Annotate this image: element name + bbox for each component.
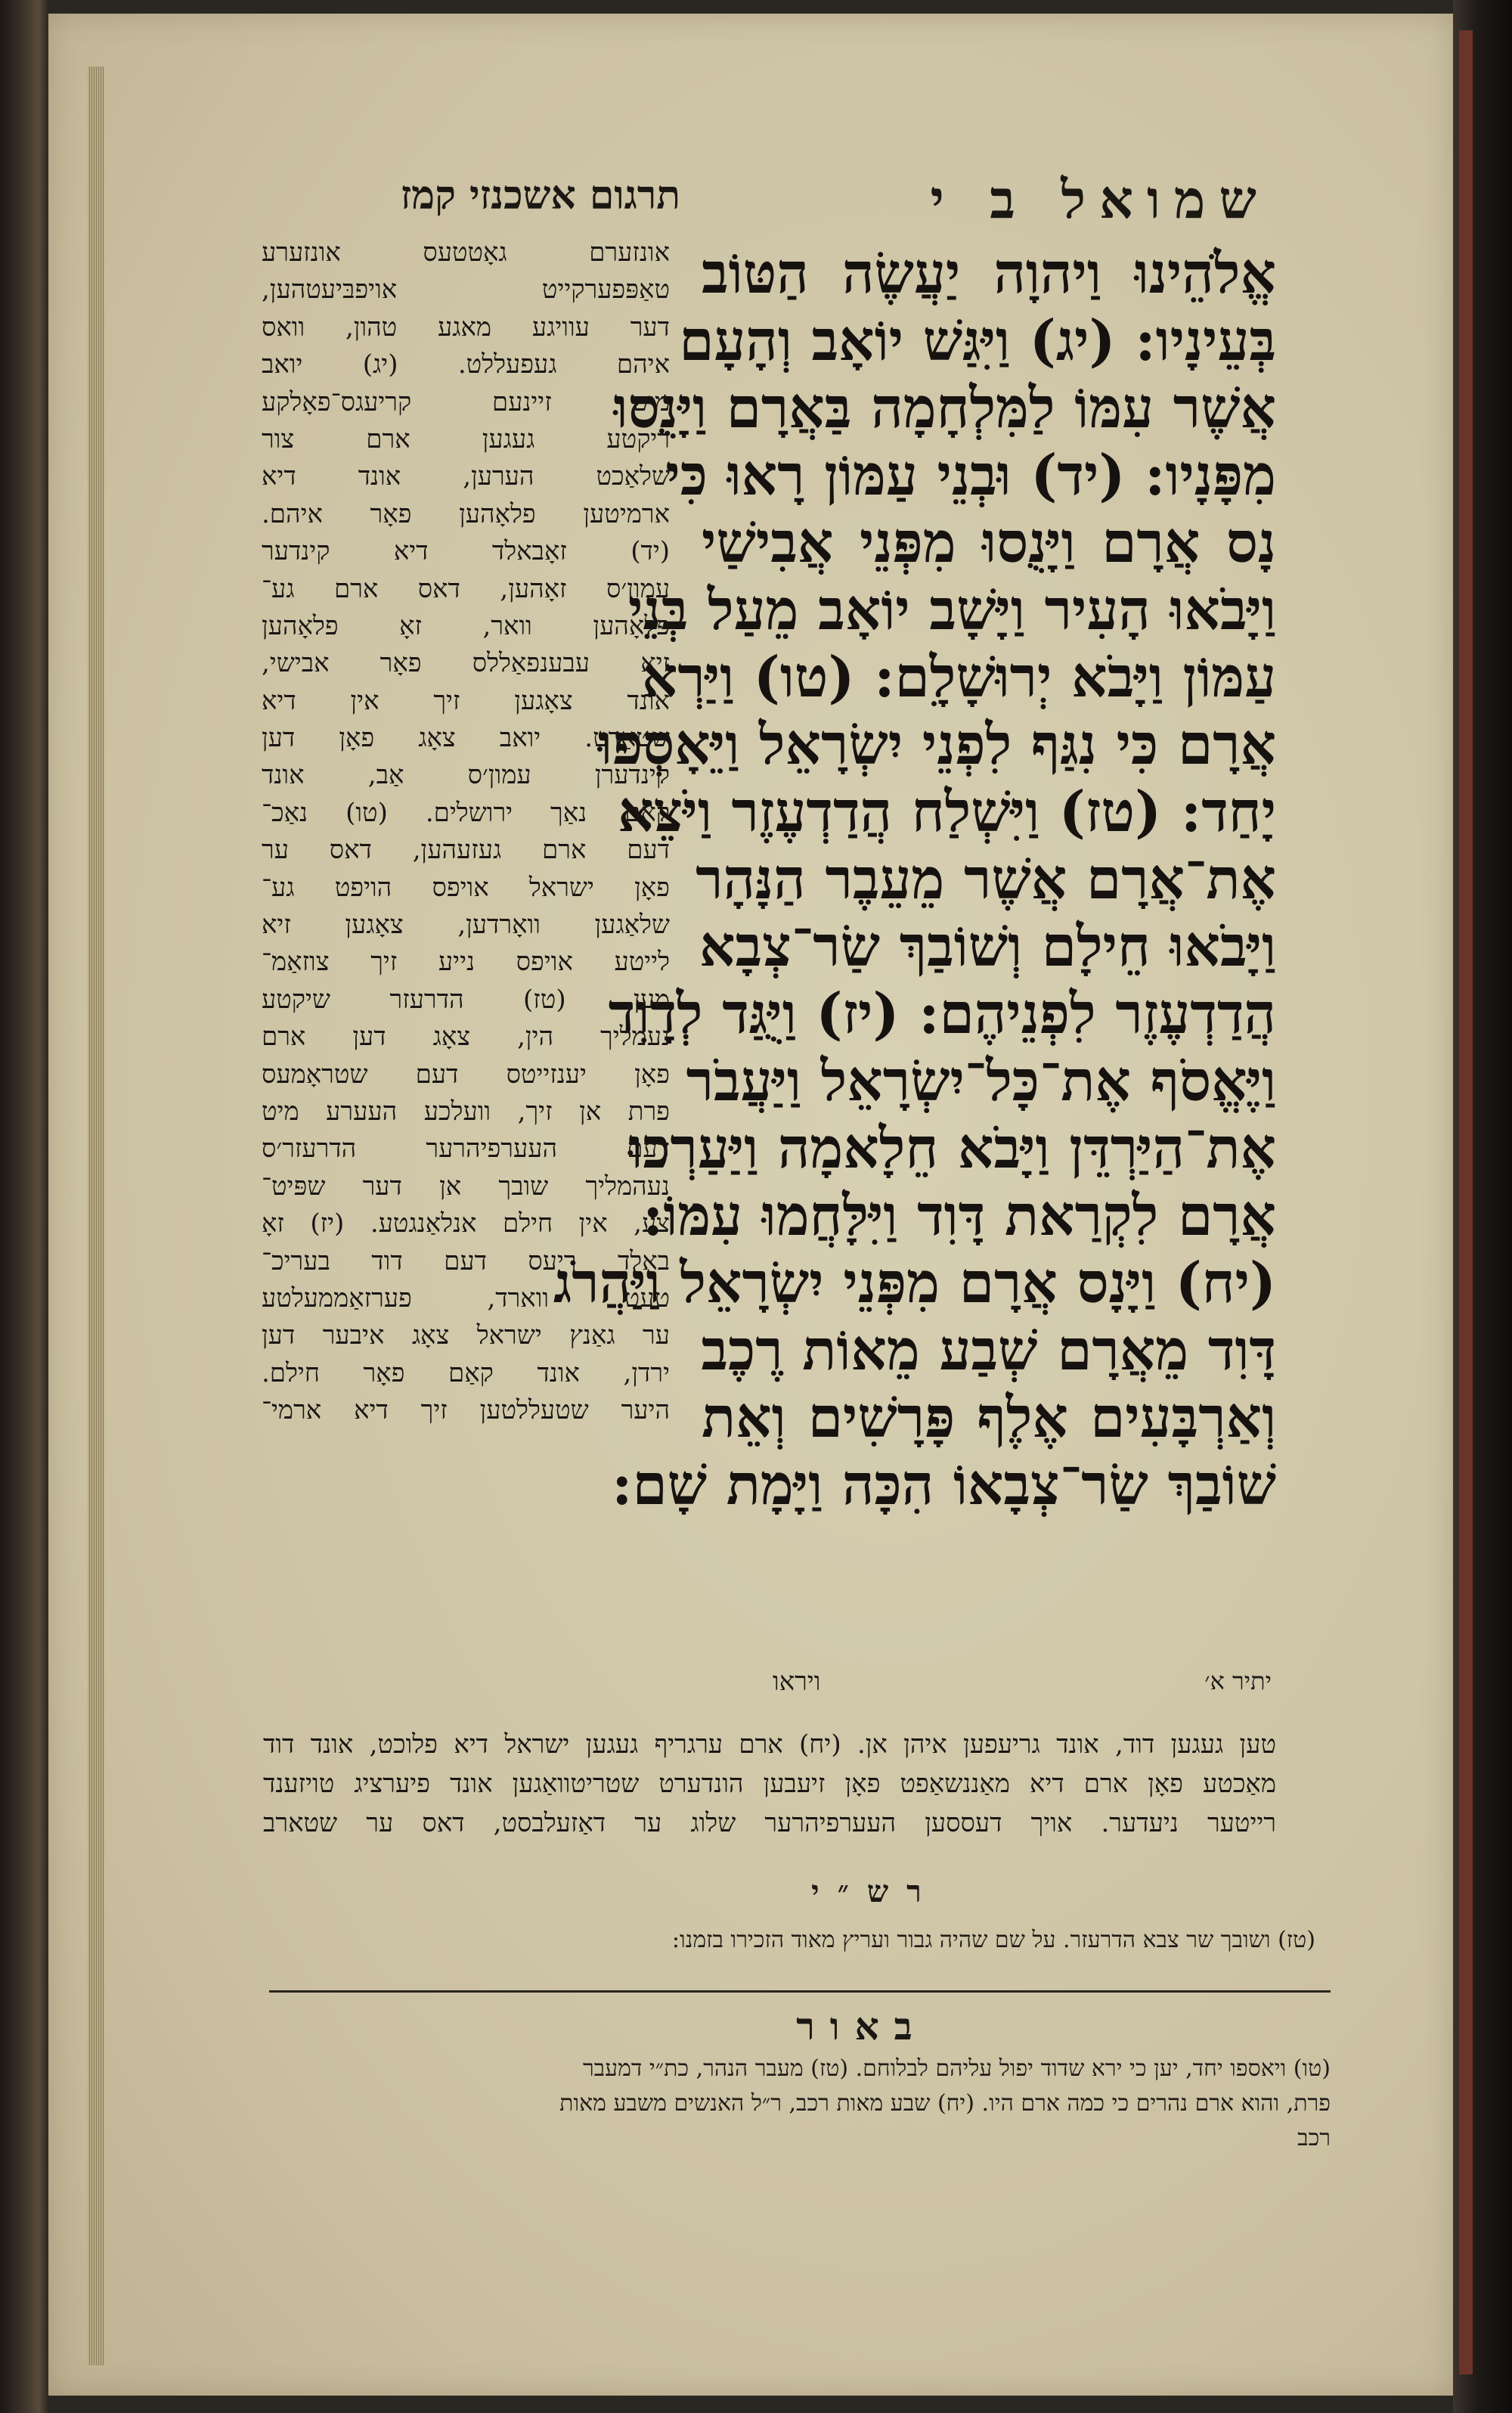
- targum-line: פרת אן זיך, וועלכע העערע מיט: [262, 1096, 670, 1127]
- ribbon-strip: [1459, 30, 1473, 2374]
- page-edges: [88, 67, 104, 2365]
- biur-line: (טו) ויאספו יחד, יען כי ירא שדוד יפול עליהם לבלוחם. (טז) מעבר הנהר, כת״י דמעבר: [582, 2055, 1331, 2082]
- targum-wide-line: רייטער ניעדער. אויך דעססען העערפיהרער שלוג ער דאַזעלבסט, דאס ער שטארב: [263, 1808, 1276, 1838]
- main-text-line: מִפָּנָיו: (יד) וּבְנֵי עַמּוֹן רָאוּ כִּי: [665, 443, 1276, 508]
- targum-line: באלד ריעס דעם דוד בעריכ־: [262, 1245, 670, 1276]
- targum-line: פאָן יענזייטס דעם שטראָמעס: [262, 1059, 670, 1090]
- main-text-line: אֲשֶׁר עִמּוֹ לַמִּלְחָמָה בַּאֲרָם וַיָּנֻסוּ: [613, 376, 1276, 441]
- targum-line: נעהמליך שובך אן דער שפּיט־: [262, 1171, 670, 1202]
- main-text-line: אֲרָם כִּי נִגַּף לִפְנֵי יִשְׂרָאֵל וַיֵּאָסְפוּ: [598, 712, 1276, 777]
- targum-line: טאַפּפערקייט אויפבּיעטהען,: [262, 274, 670, 306]
- targum-line: שלאַגען וואָרדען, צאָגען זיא: [262, 910, 670, 941]
- catchword-main: ויראו: [773, 1667, 821, 1697]
- targum-line: ער גאַנץ ישראל צאָג איבער דען: [262, 1320, 670, 1351]
- targum-line: פלאָהען וואר, זאָ פלאָהען: [262, 610, 670, 641]
- rashi-heading: רש״י: [811, 1874, 940, 1909]
- targum-line: אונזערם גאָטטעס אונזערע: [262, 237, 670, 268]
- main-text-line: דָּוִד מֵאֲרָם שְׁבַע מֵאוֹת רֶכֶב: [701, 1318, 1276, 1383]
- targum-line: שלאַכט הערען, אונד דיא: [262, 461, 670, 492]
- biur-line: רכב: [1297, 2125, 1331, 2151]
- targum-line: (יד) זאָבאלד דיא קינדער: [262, 536, 670, 567]
- main-text-line: (יח) וַיָּנָס אֲרָם מִפְּנֵי יִשְׂרָאֵל וַיַּהֲרֹג: [553, 1251, 1276, 1316]
- targum-line: קאַם נאַך ירושלים. (טו) נאַכ־: [262, 797, 670, 828]
- targum-line: מען. (טז) הדרעזר שיקטע: [262, 984, 670, 1015]
- running-header-targum-title: תרגום אשכנזי קמז: [400, 172, 680, 219]
- main-text-line: אֶת־הַיַּרְדֵּן וַיָּבֹא חֵלָאמָה וַיַּעַרְכוּ: [628, 1116, 1276, 1181]
- biur-line: פרת, והוא ארם נהרים כי כמה ארם היו. (יח) שבע מאות רכב, ר״ל האנשים משבע מאות: [559, 2090, 1331, 2117]
- targum-line: צע, אין חילם אנלאַנגטע. (יז) זאָ: [262, 1208, 670, 1239]
- targum-line: איהם געפעללט. (יג) יואב: [262, 349, 670, 380]
- main-text-line: עַמּוֹן וַיָּבֹא יְרוּשָׁלִָם: (טו) וַיַּרְא: [641, 645, 1276, 710]
- targum-line: נעמליך הין, צאָג דען ארם: [262, 1022, 670, 1053]
- targum-line: היער שטעללטען זיך דיא ארמי־: [262, 1395, 670, 1426]
- main-text-line: וַיָּבֹאוּ חֵילָם וְשׁוֹבַךְ שַׂר־צְבָא: [699, 914, 1276, 979]
- targum-line: לייטע אויפס נייע זיך צוזאַמ־: [262, 947, 670, 978]
- section-divider: [269, 1990, 1331, 1993]
- targum-line: דער עוויגע מאגע טהון, וואס: [262, 312, 670, 343]
- targum-line: עמון׳ס זאָהען, דאס ארם גע־: [262, 573, 670, 604]
- main-text-line: אֲרָם לִקְרַאת דָּוִד וַיִּלָּחֲמוּ עִמּוֹ:: [643, 1183, 1276, 1248]
- targum-line: אונד צאָגען זיך אין דיא: [262, 685, 670, 716]
- targum-line: קינדערן עמון׳ס אַב, אונד: [262, 760, 670, 791]
- main-text-line: נָס אֲרָם וַיָּנֻסוּ מִפְּנֵי אֲבִישַׁי: [702, 510, 1276, 575]
- main-text-line: שׁוֹבַךְ שַׂר־צְבָאוֹ הִכָּה וַיָּמָת שָׁם:: [612, 1453, 1276, 1518]
- targum-line: מיט זיינעם קריעגס־פאָלקע: [262, 386, 670, 417]
- biur-heading: באור: [796, 2004, 928, 2049]
- main-text-line: אֶת־אֲרָם אֲשֶׁר מֵעֵבֶר הַנָּהָר: [696, 847, 1276, 912]
- main-text-line: וַיֶּאֱסֹף אֶת־כָּל־יִשְׂרָאֵל וַיַּעֲבֹר: [686, 1049, 1276, 1114]
- rashi-commentary: (טז) ושובך שר צבא הדרעזר. על שם שהיה גבור ועריץ מאוד הזכירו בזמנו:: [671, 1927, 1315, 1953]
- targum-line: ירדן, אונד קאַם פאָר חילם.: [262, 1357, 670, 1388]
- targum-line: שטאַדט. יואב צאָג פאָן דען: [262, 723, 670, 754]
- main-hebrew-text: [553, 240, 1276, 1519]
- targum-wide-line: טען געגען דוד, אונד גריעפען איהן אן. (יח) ארם ערגריף געגען ישראל דיא פלוכט, אונד דוד: [263, 1729, 1276, 1760]
- targum-line: דעם העערפיהרער הדרעזר׳ס: [262, 1134, 670, 1165]
- main-text-line: הֲדַדְעֶזֶר לִפְנֵיהֶם: (יז) וַיֻּגַּד לְדָוִד: [608, 982, 1276, 1047]
- running-header-book-title: שמואל ב י: [930, 168, 1270, 231]
- main-text-line: בְּעֵינָיו: (יג) וַיִּגַּשׁ יוֹאָב וְהָעָם: [679, 309, 1276, 374]
- catchwords-row: [773, 1667, 1317, 1704]
- targum-line: טעט ווארד, פערזאַממעלטע: [262, 1282, 670, 1314]
- targum-line: זיא עבענפאַללס פאָר אבישי,: [262, 648, 670, 679]
- main-text-line: יָחַד: (טז) וַיִּשְׁלַח הֲדַדְעֶזֶר וַיֹּצֵא: [618, 780, 1276, 845]
- main-text-line: אֱלֹהֵינוּ וַיהוָה יַעֲשֶׂה הַטּוֹב: [702, 241, 1276, 306]
- targum-line: פאָן ישראל אויפס הויפט גע־: [262, 872, 670, 903]
- book-binding-right: [1453, 0, 1512, 2413]
- targum-column: [262, 234, 670, 1430]
- targum-line: דעם ארם געזעהען, דאס ער: [262, 835, 670, 866]
- catchword-targum: יתיר א׳: [1204, 1667, 1272, 1695]
- book-binding-left: [0, 0, 48, 2413]
- main-text-line: וְאַרְבָּעִים אֶלֶף פָּרָשִׁים וְאֵת: [702, 1385, 1276, 1450]
- targum-line: ריקטע געגען ארם צור: [262, 423, 670, 454]
- main-text-line: וַיָּבֹאוּ הָעִיר וַיָּשָׁב יוֹאָב מֵעַל בְּנֵי: [628, 578, 1276, 643]
- targum-line: ארמיטען פלאָהען פאָר איהם.: [262, 498, 670, 529]
- targum-wide-line: מאַכטע פאָן ארם דיא מאַננשאַפט פאָן זיעבען הונדערט שטריטוואַגען אונד פיערציג טויזענד: [263, 1769, 1276, 1799]
